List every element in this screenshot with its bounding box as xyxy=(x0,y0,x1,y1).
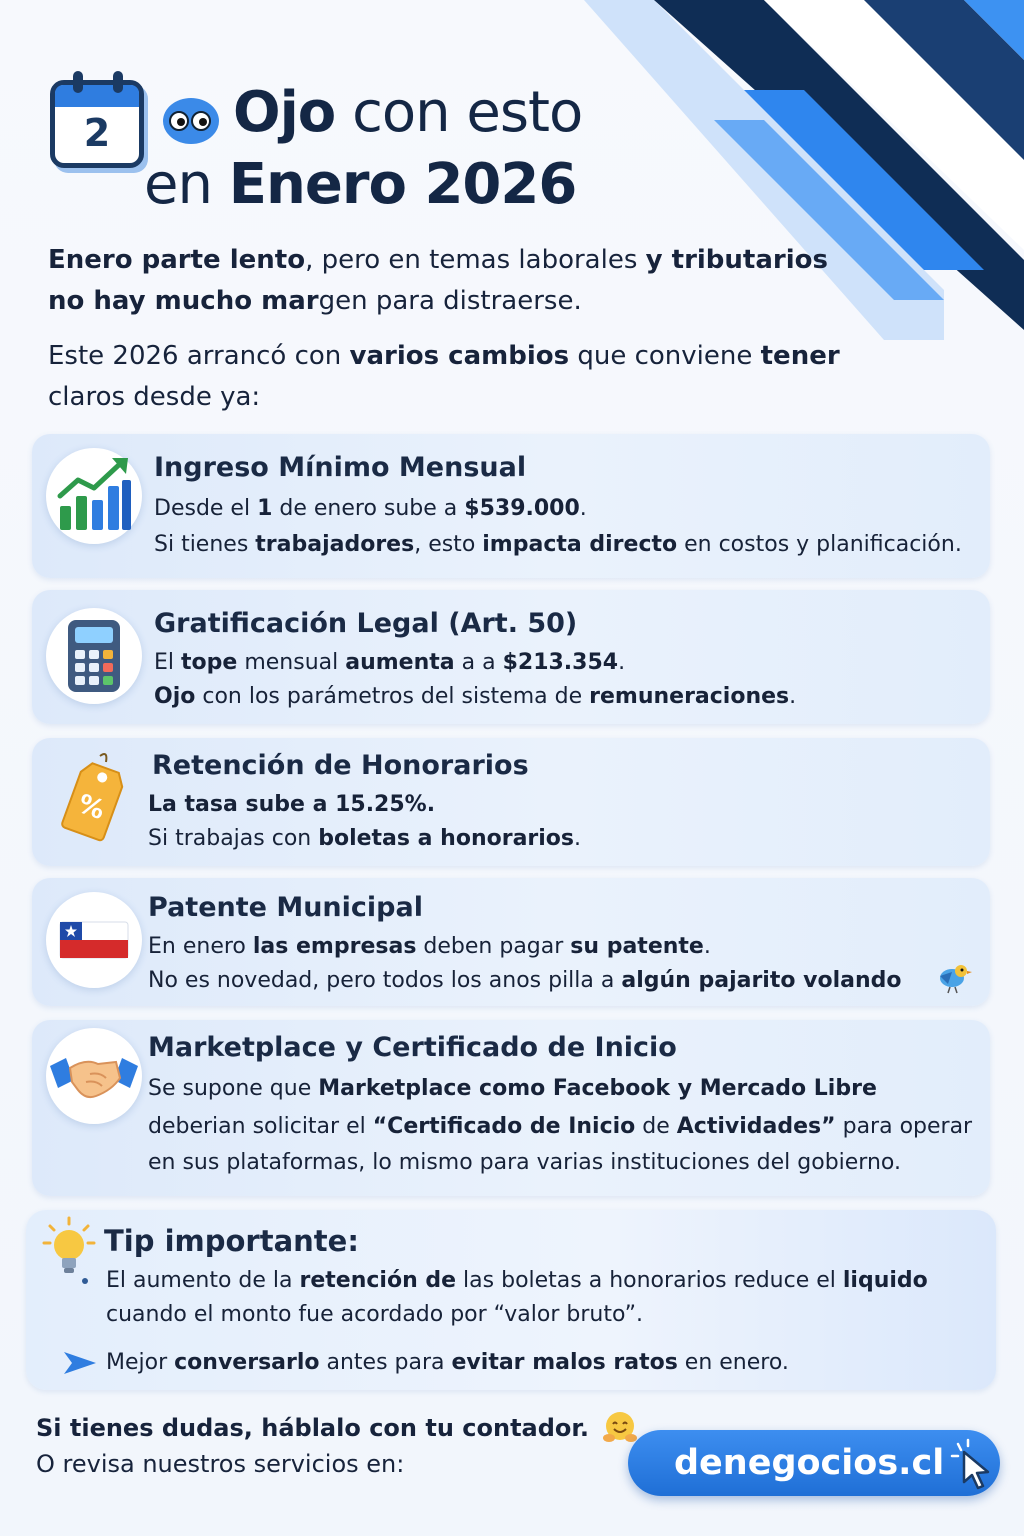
calculator-icon xyxy=(46,608,142,704)
text-segment: mensual xyxy=(237,650,346,675)
text-segment: evitar malos ratos xyxy=(451,1350,678,1375)
text-segment: de xyxy=(635,1114,677,1139)
card-line xyxy=(154,684,796,709)
text-segment: Mejor xyxy=(106,1350,175,1375)
text-segment: Ojo xyxy=(154,684,196,709)
text-segment: varios cambios xyxy=(349,341,570,371)
text-segment: de enero sube a xyxy=(272,496,465,521)
text-segment: claros desde ya: xyxy=(48,382,261,412)
text-segment: $213.354 xyxy=(502,650,619,675)
text-segment: 1 xyxy=(257,496,273,521)
header xyxy=(48,72,668,222)
text-segment: con los parámetros del sistema de xyxy=(195,684,590,709)
card-line xyxy=(154,650,625,675)
card-title: Retención de Honorarios xyxy=(152,750,529,781)
text-segment: Enero parte lento xyxy=(48,245,306,275)
tip-title: Tip importante: xyxy=(104,1224,359,1258)
text-segment: liquido xyxy=(842,1268,928,1293)
text-segment: en enero. xyxy=(677,1350,789,1375)
text-segment: gen para distraerse. xyxy=(318,286,582,316)
text-segment: conversarlo xyxy=(174,1350,320,1375)
card-line xyxy=(148,1114,972,1139)
text-segment: , esto xyxy=(414,532,483,557)
page-title xyxy=(233,80,582,145)
handshake-icon xyxy=(46,1028,142,1124)
text-segment: . xyxy=(789,684,797,709)
text-segment: No es novedad, pero todos los anos pilla a xyxy=(148,968,622,993)
card-line xyxy=(148,1150,901,1175)
card-gratificacion xyxy=(32,590,990,724)
page-title-line2 xyxy=(144,152,576,217)
text-segment: y tributarios xyxy=(645,245,828,275)
text-segment: boletas a honorarios xyxy=(318,826,575,851)
text-segment: impacta directo xyxy=(482,532,678,557)
intro-paragraph-2 xyxy=(48,336,868,418)
text-segment: cuando el monto fue acordado por “valor bruto”. xyxy=(106,1302,644,1327)
text-segment: Si tienes xyxy=(154,532,256,557)
text-segment: para operar xyxy=(835,1114,973,1139)
text-segment: las empresas xyxy=(252,934,417,959)
card-line xyxy=(148,968,902,993)
card-retencion xyxy=(32,738,990,866)
card-ingreso-minimo xyxy=(32,434,990,578)
text-segment: El aumento de la xyxy=(106,1268,300,1293)
text-segment: las boletas a honorarios reduce el xyxy=(456,1268,843,1293)
bullet-dot xyxy=(82,1278,88,1284)
text-segment: a a xyxy=(454,650,503,675)
card-title: Marketplace y Certificado de Inicio xyxy=(148,1032,677,1063)
text-segment: en sus plataformas, lo mismo para varias instituciones del gobierno. xyxy=(148,1150,901,1175)
text-segment: Desde el xyxy=(154,496,258,521)
smile-hug-icon xyxy=(603,1410,637,1444)
card-line xyxy=(154,496,587,521)
text-segment: algún pajarito volando xyxy=(621,968,902,993)
title-bold: Ojo xyxy=(233,80,336,145)
tip-line xyxy=(106,1350,789,1375)
card-title: Ingreso Mínimo Mensual xyxy=(154,452,527,483)
card-marketplace xyxy=(32,1020,990,1196)
text-segment: remuneraciones xyxy=(589,684,790,709)
text-segment: su patente xyxy=(570,934,704,959)
text-segment: “Certificado de Inicio xyxy=(372,1114,636,1139)
footer-line-2: O revisa nuestros servicios en: xyxy=(36,1450,405,1478)
website-button[interactable] xyxy=(628,1430,1000,1496)
text-segment: Actividades” xyxy=(676,1114,836,1139)
text-segment: Este 2026 arrancó con xyxy=(48,341,350,371)
card-line xyxy=(148,1076,877,1101)
title-rest: con esto xyxy=(335,80,583,145)
text-segment: deberian solicitar el xyxy=(148,1114,373,1139)
chile-flag-icon xyxy=(46,892,142,988)
text-segment: . xyxy=(618,650,626,675)
website-button-label: denegocios.cl xyxy=(674,1443,945,1483)
card-title: Gratificación Legal (Art. 50) xyxy=(154,608,578,639)
title-line2-prefix: en xyxy=(144,152,229,217)
text-segment: Si trabajas con xyxy=(148,826,319,851)
card-line xyxy=(148,792,435,817)
percent-tag-icon xyxy=(46,752,142,848)
intro-paragraph-1 xyxy=(48,240,848,322)
growth-chart-icon xyxy=(46,448,142,544)
text-segment: La tasa sube a 15.25%. xyxy=(148,792,436,817)
text-segment: tener xyxy=(760,341,840,371)
tip-box xyxy=(26,1210,996,1390)
card-title: Patente Municipal xyxy=(148,892,423,923)
text-segment: que conviene xyxy=(569,341,761,371)
text-segment: $539.000 xyxy=(464,496,580,521)
text-segment: , pero en temas laborales xyxy=(305,245,646,275)
lightbulb-icon xyxy=(40,1216,98,1278)
svg-text:%: % xyxy=(73,788,109,827)
footer-line-1 xyxy=(36,1410,637,1444)
text-segment: retención de xyxy=(299,1268,457,1293)
calendar-icon xyxy=(50,80,144,168)
text-segment: En enero xyxy=(148,934,253,959)
text-segment: Marketplace como Facebook y Mercado Libre xyxy=(318,1076,877,1101)
text-segment: antes para xyxy=(319,1350,452,1375)
calendar-number: 2 xyxy=(83,111,111,155)
text-segment: trabajadores xyxy=(255,532,415,557)
text-segment: . xyxy=(574,826,582,851)
cursor-click-icon xyxy=(950,1438,994,1490)
arrow-icon xyxy=(64,1352,96,1374)
tip-line xyxy=(106,1302,643,1327)
footer-text-1: Si tienes dudas, háblalo con tu contador. xyxy=(36,1414,589,1442)
card-line xyxy=(148,826,581,851)
text-segment: El xyxy=(154,650,182,675)
text-segment: aumenta xyxy=(345,650,455,675)
card-patente xyxy=(32,878,990,1006)
text-segment: Se supone que xyxy=(148,1076,319,1101)
eyes-icon xyxy=(163,98,219,144)
text-segment: no hay mucho mar xyxy=(48,286,319,316)
text-segment: en costos y planificación. xyxy=(677,532,962,557)
card-line xyxy=(148,934,711,959)
bird-icon xyxy=(934,960,972,994)
tip-line xyxy=(106,1268,928,1293)
text-segment: tope xyxy=(181,650,238,675)
text-segment: deben pagar xyxy=(416,934,571,959)
title-line2-bold: Enero 2026 xyxy=(228,152,577,217)
card-line xyxy=(154,532,962,557)
text-segment: . xyxy=(579,496,587,521)
text-segment: . xyxy=(703,934,711,959)
